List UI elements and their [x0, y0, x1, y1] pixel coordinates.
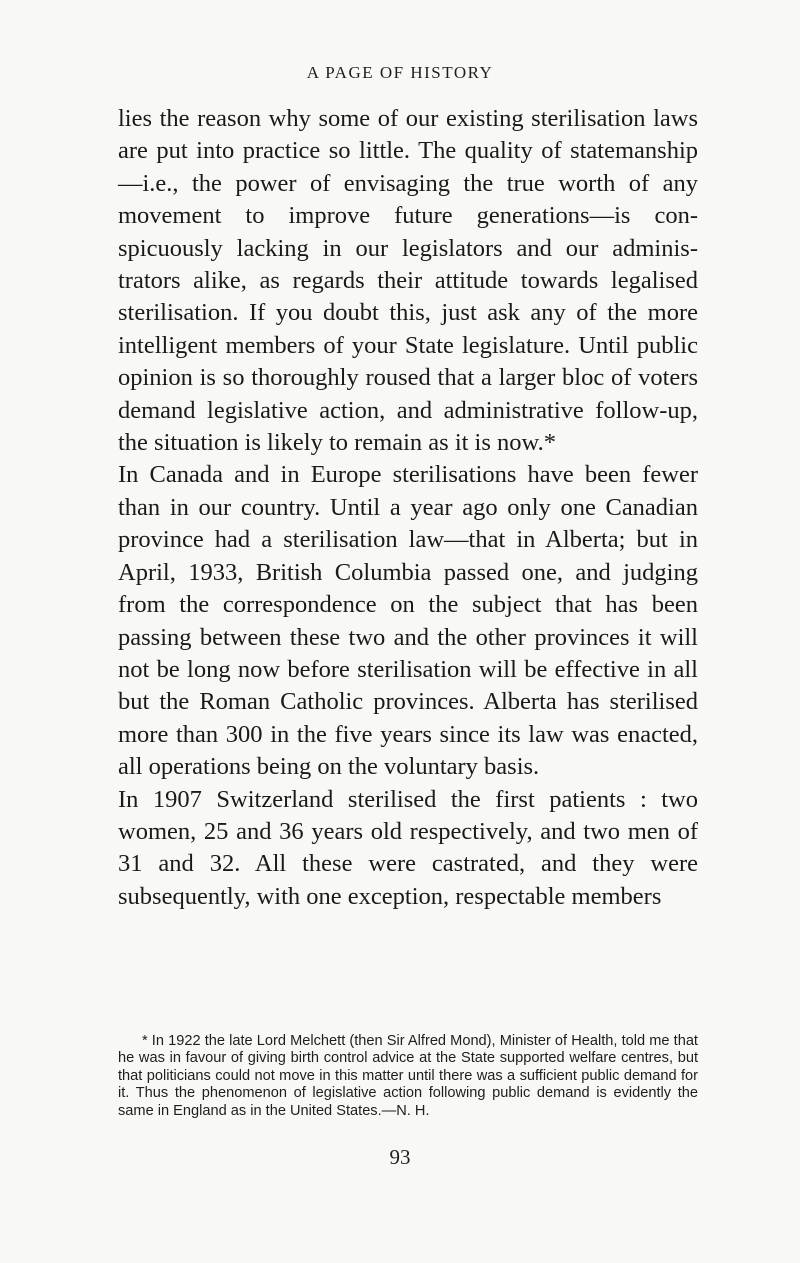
- footnote-text: * In 1922 the late Lord Melchett (then Sir Alfred Mond), Minister of Health, told me that he was in favour of giving birth control advice at the State supported welfare centres, but that politicians could not move in this matter until there was a sufficient public demand for it. Thus the phenomenon of legislative action following public demand is evidently the same in England as in the United States.—N. H.: [118, 1033, 698, 1119]
- paragraph-canada: In Canada and in Europe sterilisations have been fewer than in our country. Until a year ago only one Canadian province had a sterilisation law—that in Alberta; but in April, 1933, British Columbia passed one, and judging from the correspondence on the subject that has been passing between these two and the other provinces it will not be long now before sterilisation will be effective in all but the Roman Catholic provinces. Alberta has sterilised more than 300 in the five years since its law was enacted, all operations being on the voluntary basis.: [118, 461, 698, 781]
- paragraph-switzerland: In 1907 Switzerland sterilised the first patients : two women, 25 and 36 years old respectively, and two men of 31 and 32. All these were castrated, and they were subsequently, with one exception, respectable members: [118, 785, 698, 910]
- page-number: 93: [389, 1145, 411, 1169]
- footnote: [118, 1033, 698, 1120]
- paragraph-continuation: lies the reason why some of our existing sterilisation laws are put into practice so little. The quality of statemanship—i.e., the power of envisaging the true worth of any movement to improve future generations—is conspicuously lacking in our legislators and our administrators alike, as regards their attitude towards legalised sterilisation. If you doubt this, just ask any of the more intelligent members of your State legislature. Until public opinion is so thoroughly roused that a larger bloc of voters demand legislative action, and administrative follow-up, the situation is likely to remain as it is now.*: [118, 105, 698, 457]
- running-title: A PAGE OF HISTORY: [306, 63, 494, 82]
- body-text: [118, 103, 698, 913]
